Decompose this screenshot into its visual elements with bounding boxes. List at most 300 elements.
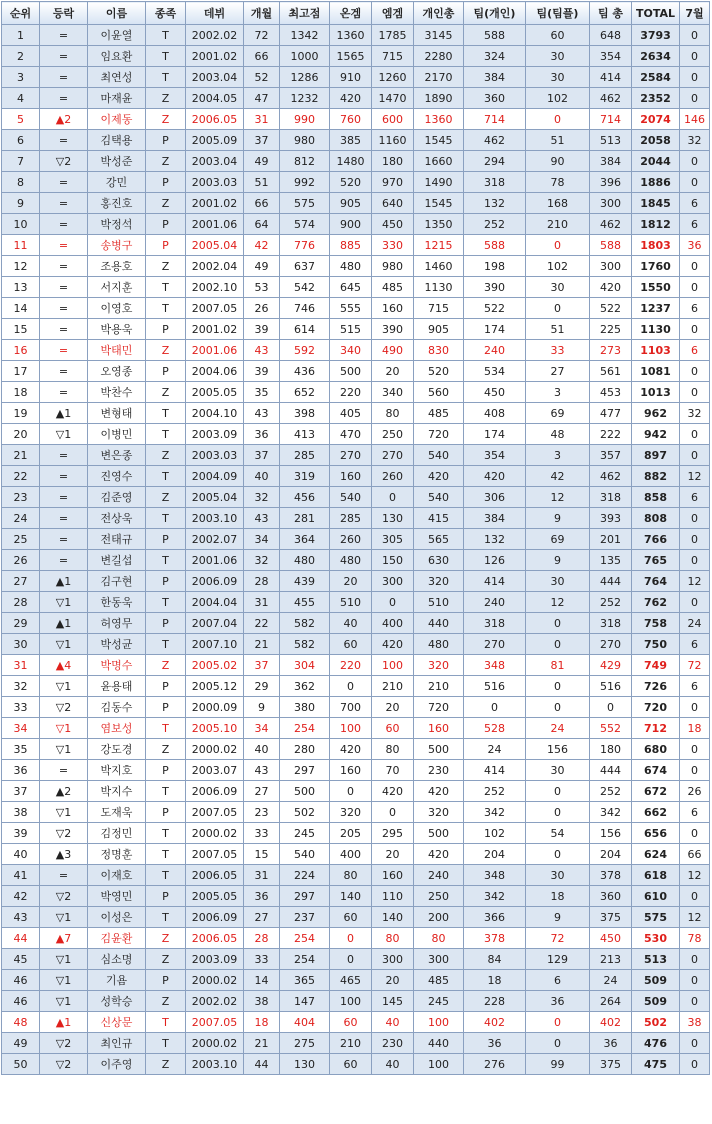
rank-cell: 9: [2, 193, 40, 214]
ongame-cell: 510: [330, 592, 372, 613]
mbc-cell: 300: [372, 571, 414, 592]
ongame-cell: 0: [330, 676, 372, 697]
col-rank-header: 순위: [2, 2, 40, 25]
mbc-cell: 80: [372, 403, 414, 424]
table-body: [2, 25, 710, 1075]
indiv-total-cell: 560: [414, 382, 464, 403]
ongame-cell: 1565: [330, 46, 372, 67]
total-cell: 1237: [632, 298, 680, 319]
rank-cell: 3: [2, 67, 40, 88]
months-cell: 43: [244, 508, 280, 529]
july-cell: 36: [680, 235, 710, 256]
total-cell: 656: [632, 823, 680, 844]
mbc-cell: 20: [372, 361, 414, 382]
indiv-total-cell: 80: [414, 928, 464, 949]
ongame-cell: 160: [330, 466, 372, 487]
team-indiv-cell: 588: [464, 25, 526, 46]
total-cell: 766: [632, 529, 680, 550]
ongame-cell: 0: [330, 928, 372, 949]
rank-cell: 2: [2, 46, 40, 67]
team-total-cell: 222: [590, 424, 632, 445]
change-cell: ▽1: [40, 802, 88, 823]
debut-cell: 2007.05: [186, 298, 244, 319]
indiv-total-cell: 830: [414, 340, 464, 361]
team-total-cell: 714: [590, 109, 632, 130]
name-cell: 최연성: [88, 67, 146, 88]
ongame-cell: 555: [330, 298, 372, 319]
july-cell: 0: [680, 1033, 710, 1054]
change-cell: ▽2: [40, 886, 88, 907]
indiv-total-cell: 510: [414, 592, 464, 613]
months-cell: 43: [244, 760, 280, 781]
debut-cell: 2000.02: [186, 970, 244, 991]
name-cell: 박태민: [88, 340, 146, 361]
rank-cell: 16: [2, 340, 40, 361]
indiv-total-cell: 1545: [414, 130, 464, 151]
race-cell: T: [146, 424, 186, 445]
debut-cell: 2004.04: [186, 592, 244, 613]
july-cell: 12: [680, 466, 710, 487]
col-change-header: 등락: [40, 2, 88, 25]
team-team-cell: 3: [526, 445, 590, 466]
name-cell: 박찬수: [88, 382, 146, 403]
name-cell: 최인규: [88, 1033, 146, 1054]
july-cell: 0: [680, 361, 710, 382]
table-row: [2, 340, 710, 361]
ongame-cell: 60: [330, 907, 372, 928]
months-cell: 39: [244, 361, 280, 382]
col-peak-header: 최고점: [280, 2, 330, 25]
team-indiv-cell: 198: [464, 256, 526, 277]
indiv-total-cell: 1360: [414, 109, 464, 130]
team-total-cell: 180: [590, 739, 632, 760]
debut-cell: 2004.09: [186, 466, 244, 487]
team-indiv-cell: 24: [464, 739, 526, 760]
july-cell: 0: [680, 697, 710, 718]
name-cell: 박명수: [88, 655, 146, 676]
ongame-cell: 645: [330, 277, 372, 298]
ongame-cell: 905: [330, 193, 372, 214]
mbc-cell: 40: [372, 1012, 414, 1033]
rank-cell: 46: [2, 970, 40, 991]
change-cell: =: [40, 508, 88, 529]
ongame-cell: 60: [330, 634, 372, 655]
ongame-cell: 900: [330, 214, 372, 235]
months-cell: 43: [244, 340, 280, 361]
july-cell: 66: [680, 844, 710, 865]
mbc-cell: 160: [372, 865, 414, 886]
mbc-cell: 70: [372, 760, 414, 781]
total-cell: 2074: [632, 109, 680, 130]
ongame-cell: 20: [330, 571, 372, 592]
team-total-cell: 462: [590, 466, 632, 487]
debut-cell: 2002.07: [186, 529, 244, 550]
table-row: [2, 739, 710, 760]
col-debut-header: 데뷔: [186, 2, 244, 25]
total-cell: 680: [632, 739, 680, 760]
name-cell: 이영호: [88, 298, 146, 319]
mbc-cell: 600: [372, 109, 414, 130]
peak-cell: 297: [280, 886, 330, 907]
indiv-total-cell: 250: [414, 886, 464, 907]
team-total-cell: 0: [590, 697, 632, 718]
mbc-cell: 980: [372, 256, 414, 277]
peak-cell: 455: [280, 592, 330, 613]
july-cell: 0: [680, 25, 710, 46]
team-team-cell: 210: [526, 214, 590, 235]
peak-cell: 319: [280, 466, 330, 487]
team-team-cell: 30: [526, 67, 590, 88]
change-cell: ▲1: [40, 571, 88, 592]
total-cell: 513: [632, 949, 680, 970]
team-total-cell: 516: [590, 676, 632, 697]
change-cell: ▽1: [40, 991, 88, 1012]
total-cell: 726: [632, 676, 680, 697]
table-row: [2, 865, 710, 886]
months-cell: 33: [244, 949, 280, 970]
rank-cell: 27: [2, 571, 40, 592]
mbc-cell: 485: [372, 277, 414, 298]
team-team-cell: 156: [526, 739, 590, 760]
change-cell: ▽2: [40, 697, 88, 718]
rank-cell: 21: [2, 445, 40, 466]
indiv-total-cell: 1545: [414, 193, 464, 214]
team-indiv-cell: 18: [464, 970, 526, 991]
indiv-total-cell: 320: [414, 571, 464, 592]
rank-cell: 24: [2, 508, 40, 529]
july-cell: 6: [680, 193, 710, 214]
rank-cell: 46: [2, 991, 40, 1012]
july-cell: 78: [680, 928, 710, 949]
indiv-total-cell: 630: [414, 550, 464, 571]
total-cell: 712: [632, 718, 680, 739]
rank-cell: 4: [2, 88, 40, 109]
team-total-cell: 375: [590, 907, 632, 928]
debut-cell: 2003.07: [186, 760, 244, 781]
team-team-cell: 18: [526, 886, 590, 907]
rank-cell: 32: [2, 676, 40, 697]
ranking-table: [1, 1, 710, 1075]
total-cell: 750: [632, 634, 680, 655]
change-cell: ▲2: [40, 109, 88, 130]
race-cell: T: [146, 550, 186, 571]
indiv-total-cell: 100: [414, 1012, 464, 1033]
table-row: [2, 928, 710, 949]
team-indiv-cell: 126: [464, 550, 526, 571]
debut-cell: 2007.05: [186, 1012, 244, 1033]
ongame-cell: 140: [330, 886, 372, 907]
total-cell: 1803: [632, 235, 680, 256]
team-team-cell: 48: [526, 424, 590, 445]
team-team-cell: 12: [526, 592, 590, 613]
july-cell: 0: [680, 88, 710, 109]
july-cell: 0: [680, 529, 710, 550]
months-cell: 34: [244, 529, 280, 550]
ongame-cell: 0: [330, 949, 372, 970]
race-cell: P: [146, 214, 186, 235]
team-team-cell: 51: [526, 130, 590, 151]
rank-cell: 30: [2, 634, 40, 655]
rank-cell: 1: [2, 25, 40, 46]
race-cell: T: [146, 865, 186, 886]
peak-cell: 1342: [280, 25, 330, 46]
team-indiv-cell: 714: [464, 109, 526, 130]
total-cell: 610: [632, 886, 680, 907]
race-cell: T: [146, 466, 186, 487]
race-cell: T: [146, 1033, 186, 1054]
july-cell: 6: [680, 340, 710, 361]
team-team-cell: 0: [526, 781, 590, 802]
rank-cell: 38: [2, 802, 40, 823]
team-total-cell: 204: [590, 844, 632, 865]
total-cell: 897: [632, 445, 680, 466]
total-cell: 882: [632, 466, 680, 487]
peak-cell: 502: [280, 802, 330, 823]
july-cell: 0: [680, 424, 710, 445]
months-cell: 51: [244, 172, 280, 193]
months-cell: 37: [244, 445, 280, 466]
total-cell: 1886: [632, 172, 680, 193]
peak-cell: 542: [280, 277, 330, 298]
change-cell: =: [40, 487, 88, 508]
race-cell: P: [146, 319, 186, 340]
change-cell: ▽2: [40, 151, 88, 172]
team-indiv-cell: 378: [464, 928, 526, 949]
peak-cell: 980: [280, 130, 330, 151]
team-indiv-cell: 384: [464, 67, 526, 88]
name-cell: 이병민: [88, 424, 146, 445]
change-cell: =: [40, 256, 88, 277]
months-cell: 32: [244, 550, 280, 571]
july-cell: 12: [680, 571, 710, 592]
team-total-cell: 273: [590, 340, 632, 361]
july-cell: 0: [680, 970, 710, 991]
rank-cell: 29: [2, 613, 40, 634]
race-cell: P: [146, 361, 186, 382]
team-team-cell: 102: [526, 88, 590, 109]
change-cell: =: [40, 67, 88, 88]
team-team-cell: 0: [526, 613, 590, 634]
indiv-total-cell: 1890: [414, 88, 464, 109]
race-cell: Z: [146, 256, 186, 277]
total-cell: 674: [632, 760, 680, 781]
peak-cell: 1232: [280, 88, 330, 109]
peak-cell: 245: [280, 823, 330, 844]
total-cell: 575: [632, 907, 680, 928]
name-cell: 기욤: [88, 970, 146, 991]
name-cell: 김준영: [88, 487, 146, 508]
mbc-cell: 295: [372, 823, 414, 844]
change-cell: =: [40, 361, 88, 382]
team-indiv-cell: 174: [464, 319, 526, 340]
ongame-cell: 60: [330, 1012, 372, 1033]
rank-cell: 26: [2, 550, 40, 571]
total-cell: 758: [632, 613, 680, 634]
debut-cell: 2005.12: [186, 676, 244, 697]
team-team-cell: 0: [526, 697, 590, 718]
team-total-cell: 225: [590, 319, 632, 340]
name-cell: 박영민: [88, 886, 146, 907]
team-total-cell: 588: [590, 235, 632, 256]
team-indiv-cell: 132: [464, 193, 526, 214]
race-cell: T: [146, 403, 186, 424]
name-cell: 염보성: [88, 718, 146, 739]
team-team-cell: 0: [526, 235, 590, 256]
team-indiv-cell: 348: [464, 655, 526, 676]
months-cell: 49: [244, 151, 280, 172]
debut-cell: 2005.04: [186, 487, 244, 508]
race-cell: T: [146, 592, 186, 613]
race-cell: P: [146, 802, 186, 823]
name-cell: 정명훈: [88, 844, 146, 865]
ongame-cell: 100: [330, 991, 372, 1012]
indiv-total-cell: 1490: [414, 172, 464, 193]
debut-cell: 2003.03: [186, 172, 244, 193]
table-row: [2, 844, 710, 865]
july-cell: 0: [680, 508, 710, 529]
indiv-total-cell: 500: [414, 739, 464, 760]
total-cell: 662: [632, 802, 680, 823]
table-row: [2, 823, 710, 844]
team-team-cell: 0: [526, 109, 590, 130]
indiv-total-cell: 715: [414, 298, 464, 319]
indiv-total-cell: 230: [414, 760, 464, 781]
indiv-total-cell: 905: [414, 319, 464, 340]
name-cell: 이주영: [88, 1054, 146, 1075]
months-cell: 72: [244, 25, 280, 46]
rank-cell: 34: [2, 718, 40, 739]
col-july-header: 7월: [680, 2, 710, 25]
ongame-cell: 480: [330, 550, 372, 571]
months-cell: 44: [244, 1054, 280, 1075]
team-indiv-cell: 420: [464, 466, 526, 487]
team-total-cell: 429: [590, 655, 632, 676]
rank-cell: 36: [2, 760, 40, 781]
mbc-cell: 100: [372, 655, 414, 676]
mbc-cell: 20: [372, 844, 414, 865]
july-cell: 32: [680, 403, 710, 424]
table-row: [2, 466, 710, 487]
name-cell: 송병구: [88, 235, 146, 256]
change-cell: =: [40, 466, 88, 487]
total-cell: 942: [632, 424, 680, 445]
team-indiv-cell: 516: [464, 676, 526, 697]
team-team-cell: 69: [526, 403, 590, 424]
race-cell: Z: [146, 949, 186, 970]
debut-cell: 2003.09: [186, 424, 244, 445]
peak-cell: 362: [280, 676, 330, 697]
table-row: [2, 445, 710, 466]
mbc-cell: 130: [372, 508, 414, 529]
ongame-cell: 1360: [330, 25, 372, 46]
team-team-cell: 0: [526, 298, 590, 319]
race-cell: T: [146, 823, 186, 844]
name-cell: 김택용: [88, 130, 146, 151]
indiv-total-cell: 500: [414, 823, 464, 844]
rank-cell: 18: [2, 382, 40, 403]
months-cell: 27: [244, 907, 280, 928]
name-cell: 윤용태: [88, 676, 146, 697]
rank-cell: 28: [2, 592, 40, 613]
july-cell: 0: [680, 1054, 710, 1075]
peak-cell: 990: [280, 109, 330, 130]
indiv-total-cell: 415: [414, 508, 464, 529]
ongame-cell: 480: [330, 256, 372, 277]
july-cell: 0: [680, 592, 710, 613]
team-team-cell: 9: [526, 907, 590, 928]
peak-cell: 224: [280, 865, 330, 886]
race-cell: P: [146, 130, 186, 151]
total-cell: 502: [632, 1012, 680, 1033]
peak-cell: 456: [280, 487, 330, 508]
peak-cell: 582: [280, 613, 330, 634]
team-team-cell: 30: [526, 46, 590, 67]
race-cell: Z: [146, 109, 186, 130]
table-row: [2, 424, 710, 445]
change-cell: =: [40, 340, 88, 361]
name-cell: 김구현: [88, 571, 146, 592]
name-cell: 이성은: [88, 907, 146, 928]
indiv-total-cell: 520: [414, 361, 464, 382]
team-indiv-cell: 228: [464, 991, 526, 1012]
team-team-cell: 6: [526, 970, 590, 991]
total-cell: 476: [632, 1033, 680, 1054]
change-cell: ▽1: [40, 907, 88, 928]
team-team-cell: 30: [526, 865, 590, 886]
months-cell: 40: [244, 739, 280, 760]
indiv-total-cell: 485: [414, 970, 464, 991]
indiv-total-cell: 1660: [414, 151, 464, 172]
race-cell: T: [146, 508, 186, 529]
team-indiv-cell: 402: [464, 1012, 526, 1033]
team-total-cell: 300: [590, 256, 632, 277]
change-cell: ▽1: [40, 970, 88, 991]
ongame-cell: 80: [330, 865, 372, 886]
rank-cell: 50: [2, 1054, 40, 1075]
team-indiv-cell: 390: [464, 277, 526, 298]
peak-cell: 992: [280, 172, 330, 193]
total-cell: 1760: [632, 256, 680, 277]
team-team-cell: 30: [526, 760, 590, 781]
july-cell: 146: [680, 109, 710, 130]
change-cell: ▽1: [40, 949, 88, 970]
mbc-cell: 1260: [372, 67, 414, 88]
table-row: [2, 298, 710, 319]
ongame-cell: 60: [330, 1054, 372, 1075]
mbc-cell: 40: [372, 1054, 414, 1075]
team-total-cell: 396: [590, 172, 632, 193]
july-cell: 12: [680, 865, 710, 886]
team-total-cell: 270: [590, 634, 632, 655]
peak-cell: 130: [280, 1054, 330, 1075]
debut-cell: 2002.02: [186, 25, 244, 46]
change-cell: =: [40, 550, 88, 571]
race-cell: P: [146, 676, 186, 697]
team-indiv-cell: 384: [464, 508, 526, 529]
table-row: [2, 991, 710, 1012]
months-cell: 35: [244, 382, 280, 403]
race-cell: T: [146, 907, 186, 928]
ongame-cell: 420: [330, 739, 372, 760]
mbc-cell: 180: [372, 151, 414, 172]
peak-cell: 404: [280, 1012, 330, 1033]
rank-cell: 44: [2, 928, 40, 949]
team-total-cell: 252: [590, 781, 632, 802]
july-cell: 0: [680, 172, 710, 193]
peak-cell: 439: [280, 571, 330, 592]
total-cell: 618: [632, 865, 680, 886]
team-team-cell: 0: [526, 1033, 590, 1054]
